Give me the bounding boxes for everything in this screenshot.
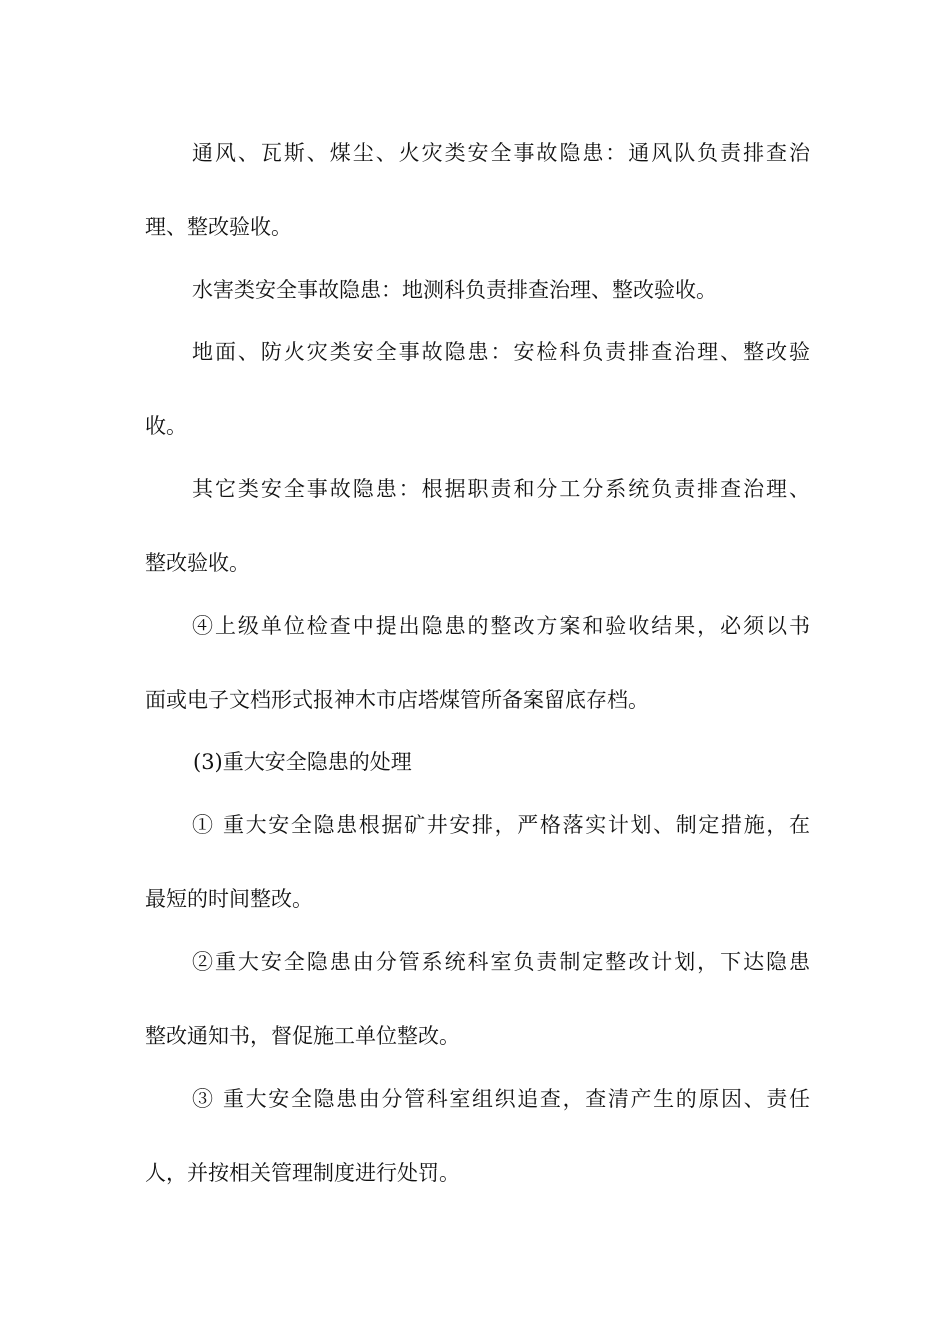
paragraph-line: 通风、瓦斯、煤尘、火灾类安全事故隐患：通风队负责排查治 <box>192 141 810 165</box>
paragraph-line: 最短的时间整改。 <box>145 887 313 911</box>
paragraph-line: 水害类安全事故隐患：地测科负责排查治理、整改验收。 <box>192 278 717 302</box>
section-heading: (3)重大安全隐患的处理 <box>193 750 412 774</box>
paragraph-line: 收。 <box>145 414 187 438</box>
paragraph-line: ① 重大安全隐患根据矿井安排，严格落实计划、制定措施，在 <box>192 813 810 837</box>
paragraph-line: ④上级单位检查中提出隐患的整改方案和验收结果，必须以书 <box>192 614 810 638</box>
paragraph-line: 面或电子文档形式报神木市店塔煤管所备案留底存档。 <box>145 688 649 712</box>
paragraph-line: 地面、防火灾类安全事故隐患：安检科负责排查治理、整改验 <box>192 340 810 364</box>
paragraph-line: 理、整改验收。 <box>145 215 292 239</box>
paragraph-line: 整改验收。 <box>145 551 250 575</box>
paragraph-line: 人，并按相关管理制度进行处罚。 <box>145 1161 460 1185</box>
paragraph-line: 其它类安全事故隐患：根据职责和分工分系统负责排查治理、 <box>192 477 810 501</box>
paragraph-line: ③ 重大安全隐患由分管科室组织追查，查清产生的原因、责任 <box>192 1087 810 1111</box>
paragraph-line: 整改通知书，督促施工单位整改。 <box>145 1024 460 1048</box>
paragraph-line: ②重大安全隐患由分管系统科室负责制定整改计划，下达隐患 <box>192 950 810 974</box>
